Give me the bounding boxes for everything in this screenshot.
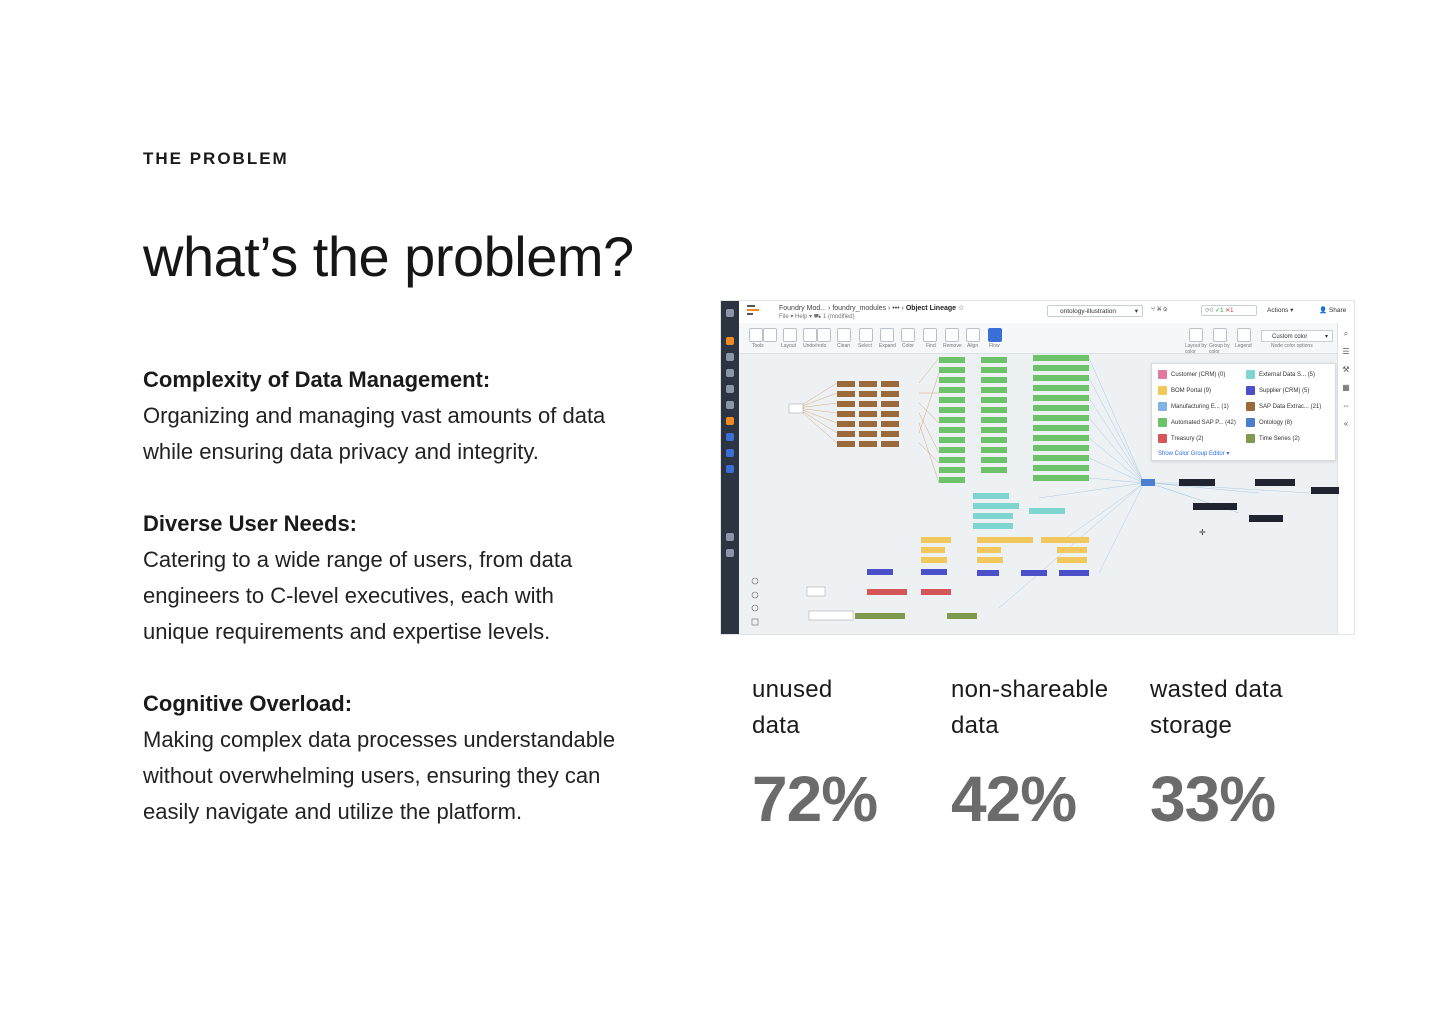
stat-non-shareable-data xyxy=(951,672,1141,835)
layout-by-color-button[interactable] xyxy=(1189,328,1203,342)
problem-item xyxy=(143,362,683,470)
globe-icon xyxy=(726,433,734,441)
legend-item[interactable] xyxy=(1158,386,1211,395)
breadcrumb-current: Object Lineage xyxy=(905,305,957,312)
node-color-select[interactable] xyxy=(1261,330,1333,342)
svg-text:✛: ✛ xyxy=(1199,528,1206,537)
problem-description xyxy=(143,542,683,650)
flow-button[interactable] xyxy=(988,328,1002,342)
description-line: while ensuring data privacy and integrity. xyxy=(143,439,539,464)
toolbar-label: Select xyxy=(858,343,872,349)
app-logo-icon xyxy=(747,305,761,317)
legend-item[interactable] xyxy=(1246,386,1309,395)
actions-button[interactable]: Actions ▾ xyxy=(1267,307,1294,314)
tools-button-2[interactable] xyxy=(763,328,777,342)
expand-button[interactable] xyxy=(880,328,894,342)
toolbar-label: Node color options xyxy=(1271,343,1313,349)
stat-value: 72% xyxy=(752,763,878,835)
stat-label-line: data xyxy=(752,712,800,739)
user-icon: 👤 xyxy=(1319,307,1328,314)
legend-label: Ontology (8) xyxy=(1259,420,1293,427)
legend-button[interactable] xyxy=(1237,328,1251,342)
stat-label xyxy=(752,672,942,744)
branch-icons[interactable]: ⑂ ⌘ ⚙ xyxy=(1151,306,1168,313)
bell-icon xyxy=(726,533,734,541)
problem-heading: Complexity of Data Management: xyxy=(143,367,491,392)
stat-value: 42% xyxy=(951,763,1077,835)
branch-label: ontology-illustration xyxy=(1060,308,1117,315)
problem-heading: Cognitive Overload: xyxy=(143,691,353,716)
chevron-down-icon: ▾ xyxy=(1324,334,1328,340)
legend-label: SAP Data Extrac... (21) xyxy=(1259,404,1322,411)
toolbar-label: Clean xyxy=(837,343,851,349)
legend-item[interactable] xyxy=(1158,370,1225,379)
description-line: Catering to a wide range of users, from data xyxy=(143,547,573,572)
toolbar-label: Expand xyxy=(879,343,896,349)
redo-button[interactable] xyxy=(817,328,831,342)
branch-selector[interactable] xyxy=(1047,305,1143,317)
menu-icon xyxy=(726,309,734,317)
share-label: Share xyxy=(1328,307,1347,314)
toolbar-label: Legend xyxy=(1235,343,1252,349)
color-button[interactable] xyxy=(901,328,915,342)
node-color-value: Custom color xyxy=(1272,334,1308,340)
remove-button[interactable] xyxy=(945,328,959,342)
home-icon xyxy=(726,353,734,361)
find-button[interactable] xyxy=(923,328,937,342)
description-line: Making complex data processes understandable xyxy=(143,727,616,752)
lineage-icon xyxy=(726,417,734,425)
problem-heading: Diverse User Needs: xyxy=(143,511,358,536)
legend-label: Supplier (CRM) (5) xyxy=(1259,388,1310,395)
legend-label: Manufacturing E... (1) xyxy=(1171,404,1229,411)
legend-label: External Data S... (5) xyxy=(1259,372,1316,379)
folder-icon xyxy=(726,369,734,377)
layout-button[interactable] xyxy=(783,328,797,342)
breadcrumb-ellipsis[interactable]: ••• xyxy=(892,305,900,312)
stat-label-line: wasted data xyxy=(1150,676,1283,703)
logo-icon xyxy=(726,337,734,345)
search-icon xyxy=(726,401,734,409)
toolbar-label: Tools xyxy=(752,343,764,349)
legend-item[interactable] xyxy=(1158,418,1236,427)
select-button[interactable] xyxy=(859,328,873,342)
legend-label: Customer (CRM) (0) xyxy=(1171,372,1226,379)
object-lineage-screenshot xyxy=(720,300,1355,635)
stat-label-line: non-shareable xyxy=(951,676,1109,703)
align-button[interactable] xyxy=(966,328,980,342)
legend-label: Time Series (2) xyxy=(1259,436,1300,443)
legend-item[interactable] xyxy=(1158,434,1203,443)
stat-label-line: data xyxy=(951,712,999,739)
help-icon xyxy=(726,549,734,557)
toolbar-label: Flow xyxy=(989,343,1000,349)
group-by-color-button[interactable] xyxy=(1213,328,1227,342)
stat-label-line: unused xyxy=(752,676,833,703)
toolbar-label: Remove xyxy=(943,343,962,349)
description-line: without overwhelming users, ensuring they can xyxy=(143,763,601,788)
tools-button[interactable] xyxy=(749,328,763,342)
legend-label: Treasury (2) xyxy=(1171,436,1204,443)
share-button[interactable] xyxy=(1319,306,1346,314)
toolbar-label: Layout by color xyxy=(1185,343,1207,355)
stat-label-line: storage xyxy=(1150,712,1233,739)
breadcrumb-item[interactable]: foundry_modules xyxy=(832,305,887,312)
problem-item xyxy=(143,686,683,830)
legend-item[interactable] xyxy=(1158,402,1229,411)
app-header xyxy=(739,301,1354,324)
chart-icon xyxy=(726,449,734,457)
stat-unused-data xyxy=(752,672,942,835)
show-color-group-editor-link[interactable]: Show Color Group Editor ▾ xyxy=(1158,451,1230,457)
legend-item[interactable] xyxy=(1246,402,1321,411)
clean-button[interactable] xyxy=(837,328,851,342)
legend-item[interactable] xyxy=(1246,434,1300,443)
legend-label: BOM Portal (9) xyxy=(1171,388,1212,395)
description-line: unique requirements and expertise levels. xyxy=(143,619,551,644)
toolbar-label: Find xyxy=(926,343,936,349)
section-eyebrow: THE PROBLEM xyxy=(143,149,289,168)
toolbar-label: Align xyxy=(967,343,979,349)
page-title: what’s the problem? xyxy=(143,225,634,288)
toolbar-label: Layout xyxy=(781,343,797,349)
file-menu[interactable]: File ▾ Help ▾ ⛟ 1 (modified) xyxy=(779,314,855,320)
history-icon xyxy=(726,385,734,393)
problem-description xyxy=(143,398,683,470)
undo-button[interactable] xyxy=(803,328,817,342)
legend-item[interactable] xyxy=(1246,370,1315,379)
left-nav-rail xyxy=(721,301,739,634)
stat-wasted-data-storage xyxy=(1150,672,1340,835)
description-line: Organizing and managing vast amounts of data xyxy=(143,403,606,428)
toolbar-label: Undo/redo xyxy=(803,343,827,349)
toolbar-label: Group by color xyxy=(1209,343,1230,355)
checks-status[interactable]: ⟳0 ✓1 ✕1 xyxy=(1201,305,1257,316)
expand-icon xyxy=(726,465,734,473)
right-rail-icons[interactable]: ⌕ ☰ ⚒ ▦ ⇔ « xyxy=(1342,329,1350,428)
problem-item xyxy=(143,506,683,650)
star-icon[interactable]: ☆ xyxy=(957,305,965,312)
problem-description xyxy=(143,722,683,830)
chevron-down-icon: ▾ xyxy=(1134,308,1138,315)
description-line: easily navigate and utilize the platform. xyxy=(143,799,523,824)
stat-label xyxy=(1150,672,1340,744)
description-line: engineers to C-level executives, each with xyxy=(143,583,554,608)
breadcrumb-item[interactable]: Foundry Mod... xyxy=(779,305,827,312)
stat-value: 33% xyxy=(1150,763,1276,835)
right-tool-rail xyxy=(1337,323,1354,634)
problem-list xyxy=(143,362,683,866)
color-legend xyxy=(1151,363,1336,461)
breadcrumb: Foundry Mod... › foundry_modules › ••• › Object Lineage ☆ xyxy=(779,305,965,312)
legend-label: Automated SAP P... (42) xyxy=(1171,420,1236,427)
toolbar-label: Color xyxy=(902,343,914,349)
stat-label xyxy=(951,672,1141,744)
legend-item[interactable] xyxy=(1246,418,1292,427)
